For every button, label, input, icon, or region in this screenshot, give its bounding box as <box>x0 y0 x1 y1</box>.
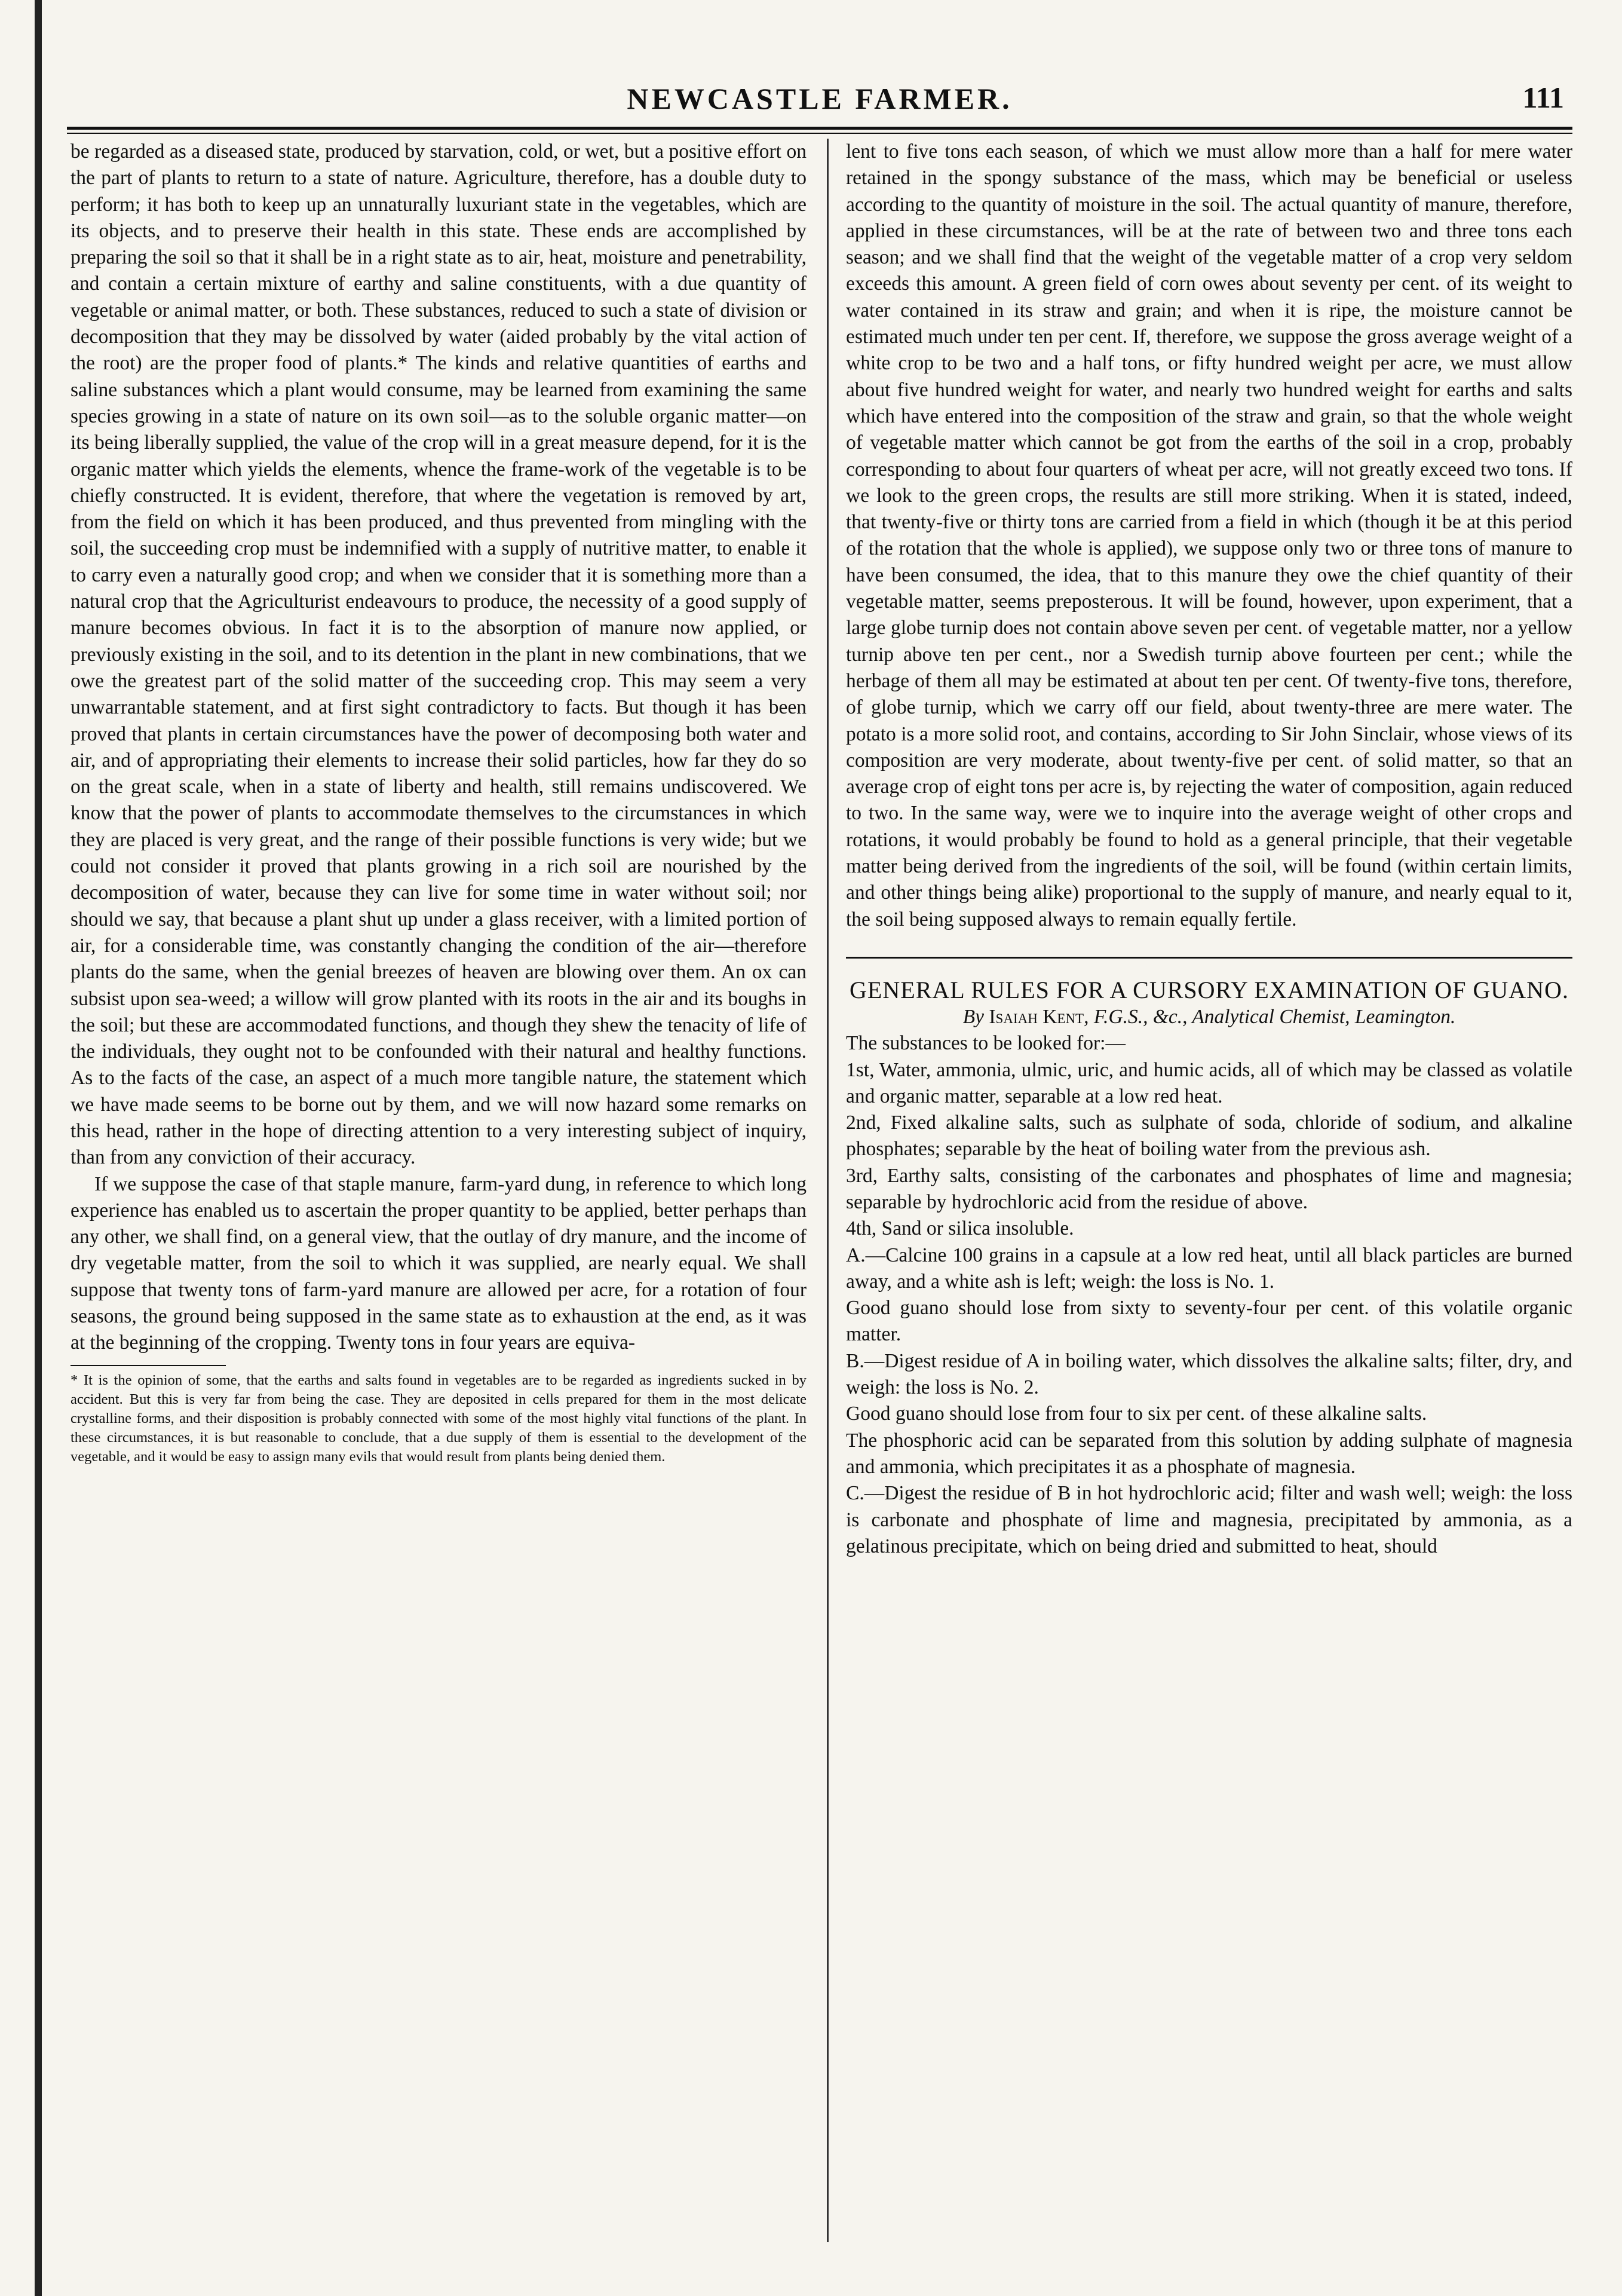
body-paragraph: be regarded as a diseased state, produced by starvation, cold, or wet, but a positive effort on the part of plants to return to a state of nature. Agriculture, therefore, has a double duty to perform; it has both to keep up an unnaturally luxuriant state in the vegetables, which are its objects, and to preserve their health in this state. These ends are accomplished by preparing the soil so that it shall be in a right state as to air, heat, moisture and penetrability, and contain a certain mixture of earthy and saline constituents, with a due quantity of vegetable or animal matter, or both. These substances, reduced to such a state of division or decomposition that they may be dissolved by water (aided probably by the vital action of the root) are the proper food of plants.* The kinds and relative quantities of earths and saline substances which a plant would consume, may be learned from examining the same species growing in a state of nature on its own soil—as to the soluble organic matter—on its being liberally supplied, the value of the crop will in a great measure depend, for it is the organic matter which yields the elements, whence the frame-work of the vegetable is to be chiefly constructed. It is evident, therefore, that where the vegetation is removed by art, from the field on which it has been produced, and thus prevented from mingling with the soil, the succeeding crop must be indemnified with a supply of nutritive matter, to enable it to carry even a naturally good crop; and when we consider that it is something more than a natural crop that the Agriculturist endeavours to produce, the necessity of a good supply of manure becomes obvious. In fact it is to the absorption of manure now applied, or previously existing in the soil, and to its detention in the plant in new combinations, that we owe the greatest part of the solid matter of the succeeding crop. This may seem a very unwarrantable statement, and at first sight contradictory to facts. But though it has been proved that plants in certain circumstances have the power of decomposing both water and air, and of appropriating their elements to increase their solid particles, how far they do so on the great scale, when in a state of liberty and health, still remains undiscovered. We know that the power of plants to accommodate themselves to the circumstances in which they are placed is very great, and the range of their possible functions is very wide; but we could not consider it proved that plants growing in a rich soil are nourished by the decomposition of water, because they can live for some time in water without soil; nor should we say, that because a plant shut up under a glass receiver, with a limited portion of air, for a considerable time, was constantly changing the condition of the air—therefore plants do the same, when the genial breezes of heaven are blowing over them. An ox can subsist upon sea-weed; a willow will grow planted with its roots in the air and its boughs in the soil; but these are accommodated functions, and though they shew the tenacity of life of the individuals, they ought not to be confounded with their natural and healthy functions. As to the facts of the case, an aspect of a much more tangible nature, the statement which we have made seems to be borne out by them, and we will now hazard some remarks on this head, rather in the hope of directing attention to a very interesting subject of inquiry, than from any conviction of their accuracy. <box>70 140 807 1169</box>
list-item: The phosphoric acid can be separated from this solution by adding sulphate of magnesia and ammonia, which precipitates it as a phosphate of magnesia. <box>846 1429 1572 1478</box>
byline <box>846 1004 1572 1030</box>
body-paragraph: If we suppose the case of that staple manure, farm-yard dung, in reference to which long experience has enabled us to ascertain the proper quantity to be applied, better perhaps than any other, we shall find, on a general view, that the outlay of dry manure, and the income of dry vegetable matter, from the soil to which it was supplied, are nearly equal. We shall suppose that twenty tons of farm-yard manure are allowed per acre, for a rotation of four seasons, the ground being supposed in the same state as to exhaustion at the end, as it was at the beginning of the cropping. Twenty tons in four years are equiva- <box>70 1173 807 1354</box>
body-paragraph: lent to five tons each season, of which we must allow more than a half for mere water retained in the spongy substance of the mass, which may be beneficial or useless according to the quantity of moisture in the soil. The actual quantity of manure, therefore, applied in these circumstances, will be at the rate of between two and three tons each season; and we shall find that the weight of the vegetable matter of a crop very seldom exceeds this amount. A green field of corn owes about seventy per cent. of its weight to water contained in its straw and grain; and when it is ripe, the moisture cannot be estimated much under ten per cent. If, therefore, we suppose the gross average weight of a white crop to be two and a half tons, or fifty hundred weight per acre, we must allow about five hundred weight for water, and nearly two hundred weight for earths and salts which have entered into the composition of the straw and grain, so that the whole weight of vegetable matter which cannot be got from the earths of the soil in a crop, probably corresponding to about four quarters of wheat per acre, will not greatly exceed two tons. If we look to the green crops, the results are still more striking. When it is stated, indeed, that twenty-five or thirty tons are carried from a field in which (though it be at this period of the rotation that the whole is applied), we suppose only two or three tons of manure to have been consumed, the idea, that to this manure they owe the chief quantity of their vegetable matter, seems preposterous. It will be found, however, upon experiment, that a large globe turnip does not contain above seven per cent. of vegetable matter, nor a yellow turnip above ten per cent., nor a Swedish turnip above fourteen per cent.; while the herbage of them all may be estimated at about ten per cent. Of twenty-five tons, therefore, of globe turnip, which we carry off our field, about twenty-three are mere water. The potato is a more solid root, and contains, according to Sir John Sinclair, whose views of its composition are very moderate, about twenty-five per cent. of solid matter, so that an average crop of eight tons per acre is, by rejecting the water of composition, again reduced to two. In the same way, were we to inquire into the average weight of other crops and rotations, it would probably be found to hold as a general principle, that their vegetable matter being derived from the ingredients of the soil, will be found (within certain limits, and other things being alike) proportional to the supply of manure, and nearly equal to it, the soil being supposed always to remain equally fertile. <box>846 140 1572 930</box>
list-item: B.—Digest residue of A in boiling water, which dissolves the alkaline salts; filter, dry, and weigh: the loss is No. 2. <box>846 1349 1572 1399</box>
list-item: 2nd, Fixed alkaline salts, such as sulphate of soda, chloride of sodium, and alkaline phosphates; separable by the heat of boiling water from the previous ash. <box>846 1112 1572 1161</box>
page-number: 111 <box>1522 81 1564 114</box>
section-title: GENERAL RULES FOR A CURSORY EXAMINATION OF GUANO. <box>850 976 1569 1003</box>
left-column <box>70 139 807 1467</box>
page-header <box>67 76 1572 124</box>
list-item: Good guano should lose from sixty to seventy-four per cent. of this volatile organic matter. <box>846 1297 1572 1346</box>
binding-edge <box>35 0 42 2296</box>
header-rule-thin <box>67 133 1572 134</box>
byline-prefix: By <box>962 1005 985 1028</box>
section-rule <box>846 957 1572 959</box>
list-item: 4th, Sand or silica insoluble. <box>846 1217 1074 1240</box>
header-rule-thick <box>67 127 1572 130</box>
byline-author: Isaiah Kent <box>989 1005 1084 1028</box>
byline-details: , F.G.S., &c., Analytical Chemist, Leamington. <box>1084 1005 1456 1028</box>
list-item: 3rd, Earthy salts, consisting of the carbonates and phosphates of lime and magnesia; separable by hydrochloric acid from the residue of above. <box>846 1164 1572 1213</box>
footnote-rule <box>70 1365 226 1366</box>
list-item: 1st, Water, ammonia, ulmic, uric, and humic acids, all of which may be classed as volatile and organic matter, separable at a low red heat. <box>846 1058 1572 1107</box>
running-title: NEWCASTLE FARMER. <box>627 82 1013 115</box>
footnote: * It is the opinion of some, that the earths and salts found in vegetables are to be regarded as ingredients sucked in by accident. But this is very far from being the case. They are deposited in cells prepared for them in the most delicate crystalline forms, and their disposition is probably connected with some of the most highly vital functions of the plant. In these circumstances, it is but reasonable to conclude, that a due supply of them is essential to the development of the vegetable, and it would be easy to assign many evils that would result from plants being denied them. <box>70 1372 807 1465</box>
right-column <box>846 139 1572 1560</box>
list-item: A.—Calcine 100 grains in a capsule at a low red heat, until all black particles are burned away, and a white ash is left; weigh: the loss is No. 1. <box>846 1244 1572 1293</box>
column-divider <box>827 139 829 2242</box>
list-item: The substances to be looked for:— <box>846 1032 1126 1055</box>
list-item: Good guano should lose from four to six per cent. of these alkaline salts. <box>846 1403 1427 1425</box>
list-item: C.—Digest the residue of B in hot hydrochloric acid; filter and wash well; weigh: the loss is carbonate and phosphate of lime and magnesia, precipitated by ammonia, as a gelatinous precipitate, which on being dried and submitted to heat, should <box>846 1482 1572 1557</box>
